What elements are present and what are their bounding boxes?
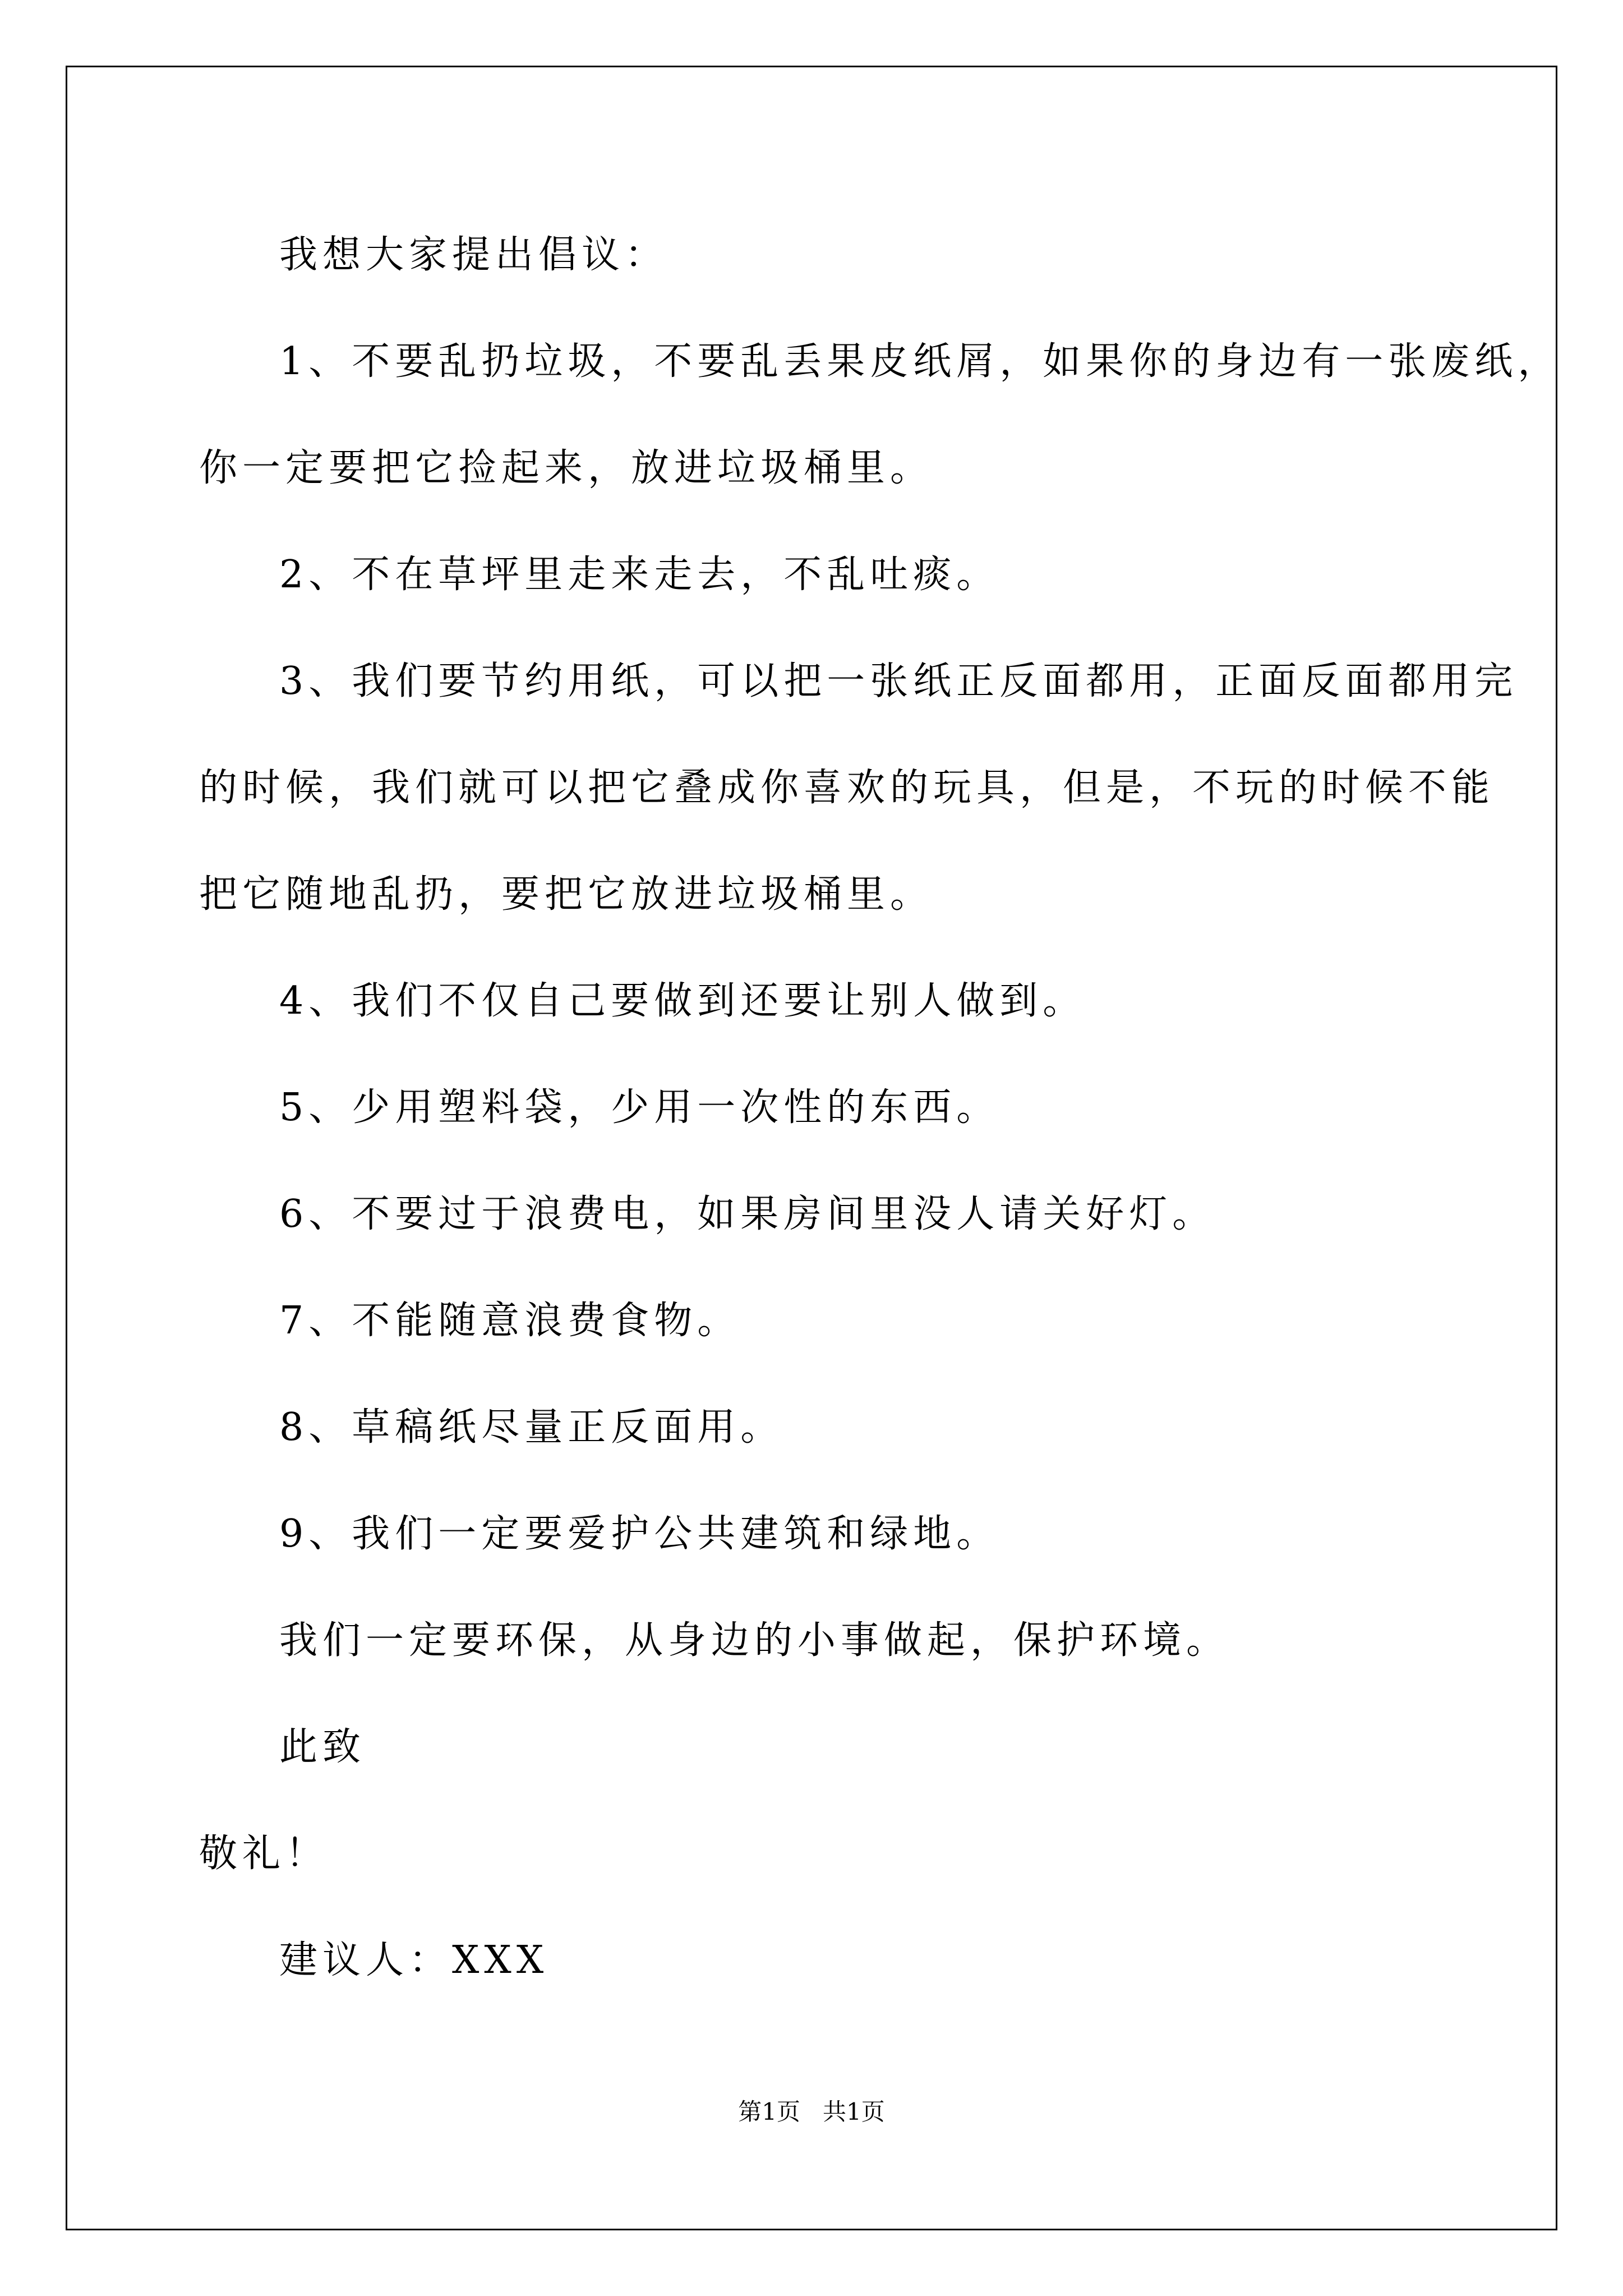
document-line: 我想大家提出倡议： [279,233,668,277]
document-line: 我们一定要环保，从身边的小事做起，保护环境。 [279,1618,1230,1663]
document-line: 2、不在草坪里走来走去，不乱吐痰。 [279,553,1000,597]
document-line: 8、草稿纸尽量正反面用。 [279,1405,784,1450]
document-line: 1、不要乱扔垃圾，不要乱丢果皮纸屑，如果你的身边有一张废纸， [279,339,1561,384]
signature-line: 建议人：XXX [279,1938,549,1982]
page-border [66,66,1557,2230]
document-line: 4、我们不仅自己要做到还要让别人做到。 [279,979,1086,1023]
closing-salutation: 此致 [279,1725,366,1769]
document-line: 的时候，我们就可以把它叠成你喜欢的玩具，但是，不玩的时候不能 [199,766,1495,810]
document-line: 3、我们要节约用纸，可以把一张纸正反面都用，正面反面都用完 [279,659,1518,703]
document-line: 把它随地乱扔，要把它放进垃圾桶里。 [199,872,934,917]
document-line: 9、我们一定要爱护公共建筑和绿地。 [279,1512,1000,1556]
page-footer: 第1页 共1页 [738,2098,885,2125]
document-line: 5、少用塑料袋，少用一次性的东西。 [279,1085,1000,1130]
document-line: 6、不要过于浪费电，如果房间里没人请关好灯。 [279,1192,1216,1236]
document-line: 7、不能随意浪费食物。 [279,1299,741,1343]
closing-regards: 敬礼！ [199,1832,329,1876]
document-line: 你一定要把它捡起来，放进垃圾桶里。 [199,446,934,490]
